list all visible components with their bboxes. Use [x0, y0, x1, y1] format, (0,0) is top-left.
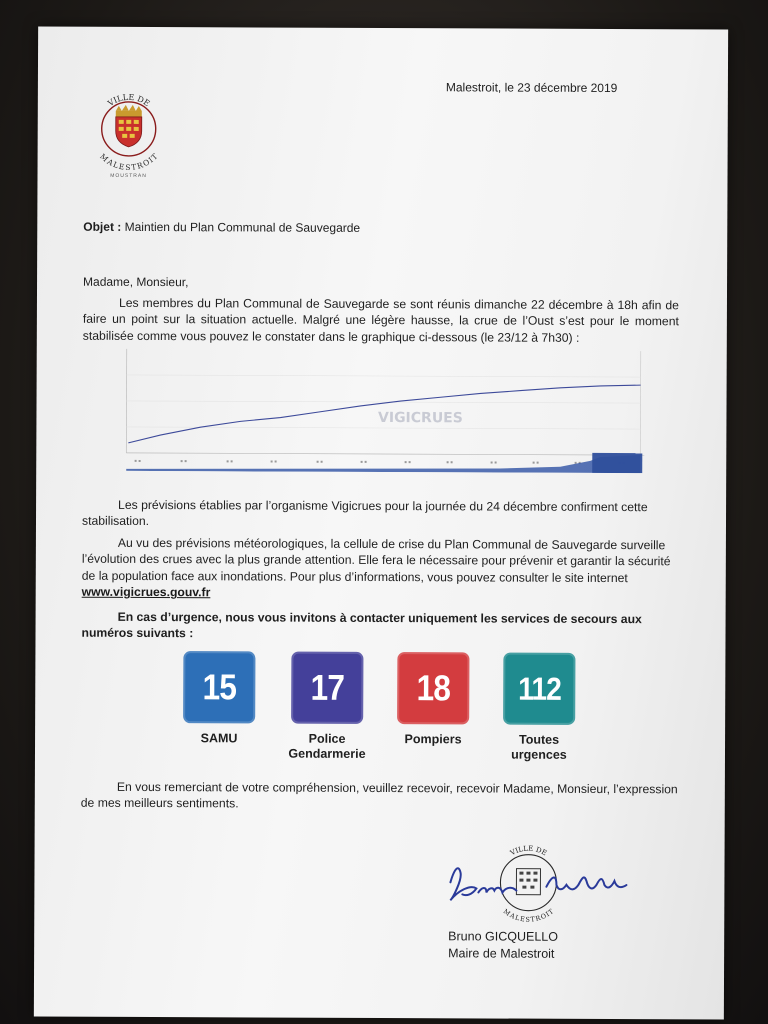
- svg-text:▪ ▪: ▪ ▪: [490, 459, 497, 465]
- letter-page: [34, 26, 728, 1019]
- town-logo: [87, 85, 169, 185]
- website-link[interactable]: www.vigicrues.gouv.fr: [81, 584, 211, 600]
- chart-overview-strip: [126, 453, 640, 473]
- subject-label: Objet :: [83, 219, 122, 234]
- pompiers-label: [378, 732, 488, 747]
- paragraph-1: Les membres du Plan Communal de Sauvegarde se sont réunis dimanche 22 décembre à 18h afin de faire un point sur la situation actuelle. Malgré une légère hausse, la crue de l’Oust s’est pour le moment stabilisée comme vous pouvez le constater dans le graphique ci-dessous (le 23/12 à 7h30) :: [82, 295, 679, 345]
- paragraph-2: Les prévisions établies par l’organisme Vigicrues pour la journée du 24 décembre confirment cette stabilisation.: [81, 497, 648, 529]
- samu-label: [164, 731, 274, 746]
- urgency-paragraph: En cas d’urgence, nous vous invitons à contacter uniquement les services de secours aux numéros suivants :: [81, 609, 642, 641]
- pompiers-number: 18: [416, 667, 451, 709]
- urgences-number-tile: [503, 653, 575, 725]
- svg-text:▪ ▪: ▪ ▪: [226, 458, 233, 464]
- svg-text:▪ ▪: ▪ ▪: [446, 459, 453, 465]
- svg-text:▪ ▪: ▪ ▪: [316, 458, 323, 464]
- svg-text:▪ ▪: ▪ ▪: [270, 458, 277, 464]
- pompiers-label-line1: Pompiers: [404, 732, 462, 747]
- paragraph-3-text: Au vu des prévisions météorologiques, la cellule de crise du Plan Communal de Sauvegarde surveille l’évolution des crues avec la plus grande attention. Elle fera le nécessaire pour prévenir et garantir la sécurité de la population face aux inondations. Pour plus d’informations, vous pouvez consulter le site internet: [81, 535, 671, 585]
- samu-number: 15: [202, 666, 237, 708]
- subject-line: [83, 220, 360, 235]
- svg-text:▪ ▪: ▪ ▪: [574, 459, 581, 465]
- signatory-title: Maire de Malestroit: [448, 946, 555, 961]
- svg-text:▪ ▪: ▪ ▪: [134, 457, 141, 463]
- paragraph-3: [82, 535, 682, 603]
- svg-text:▪ ▪: ▪ ▪: [404, 459, 411, 465]
- svg-text:VILLE DE: VILLE DE: [508, 844, 549, 858]
- closing-paragraph: En vous remerciant de votre compréhension, veuillez recevoir, recevoir Madame, Monsieur, l’expression de mes meilleurs sentiments.: [80, 779, 678, 811]
- svg-text:▪ ▪: ▪ ▪: [360, 458, 367, 464]
- police-number: 17: [310, 666, 345, 708]
- svg-text:MALESTROIT: MALESTROIT: [501, 907, 556, 924]
- chart-watermark: VIGICRUES: [378, 409, 463, 427]
- samu-label-line1: SAMU: [200, 731, 238, 746]
- urgences-label-line2: urgences: [511, 747, 567, 762]
- svg-text:▪ ▪: ▪ ▪: [180, 458, 187, 464]
- police-number-tile: [291, 652, 363, 724]
- chart-x-axis: [126, 453, 644, 455]
- chart-range-selector: [592, 453, 642, 473]
- vigicrues-chart: [120, 345, 661, 473]
- police-label-line1: Police: [308, 731, 346, 746]
- pompiers-number-tile: [397, 652, 469, 724]
- samu-number-tile: [183, 651, 255, 723]
- urgences-number: 112: [517, 670, 561, 707]
- chart-tick-labels: [134, 458, 625, 465]
- letter-date: Malestroit, le 23 décembre 2019: [445, 80, 618, 96]
- logo-small-text: MOUSTRAN: [110, 172, 147, 179]
- police-label-line2: Gendarmerie: [288, 746, 366, 761]
- signature-stamp: [406, 828, 646, 939]
- svg-text:VILLE DE: [105, 93, 151, 109]
- svg-text:▪ ▪: ▪ ▪: [532, 459, 539, 465]
- salutation: Madame, Monsieur,: [83, 274, 189, 290]
- urgences-label: [484, 732, 594, 762]
- handwritten-signature: [450, 868, 626, 901]
- logo-top-text: VILLE DE: [106, 92, 152, 109]
- signatory-block: [448, 928, 558, 962]
- svg-text:MALESTROIT: [98, 152, 159, 172]
- urgences-label-line1: Toutes: [518, 732, 560, 747]
- signatory-name: Bruno GICQUELLO: [448, 929, 558, 944]
- logo-bottom-text: MALESTROIT: [98, 151, 160, 172]
- police-label: [272, 732, 382, 762]
- subject-text: Maintien du Plan Communal de Sauvegarde: [124, 219, 361, 235]
